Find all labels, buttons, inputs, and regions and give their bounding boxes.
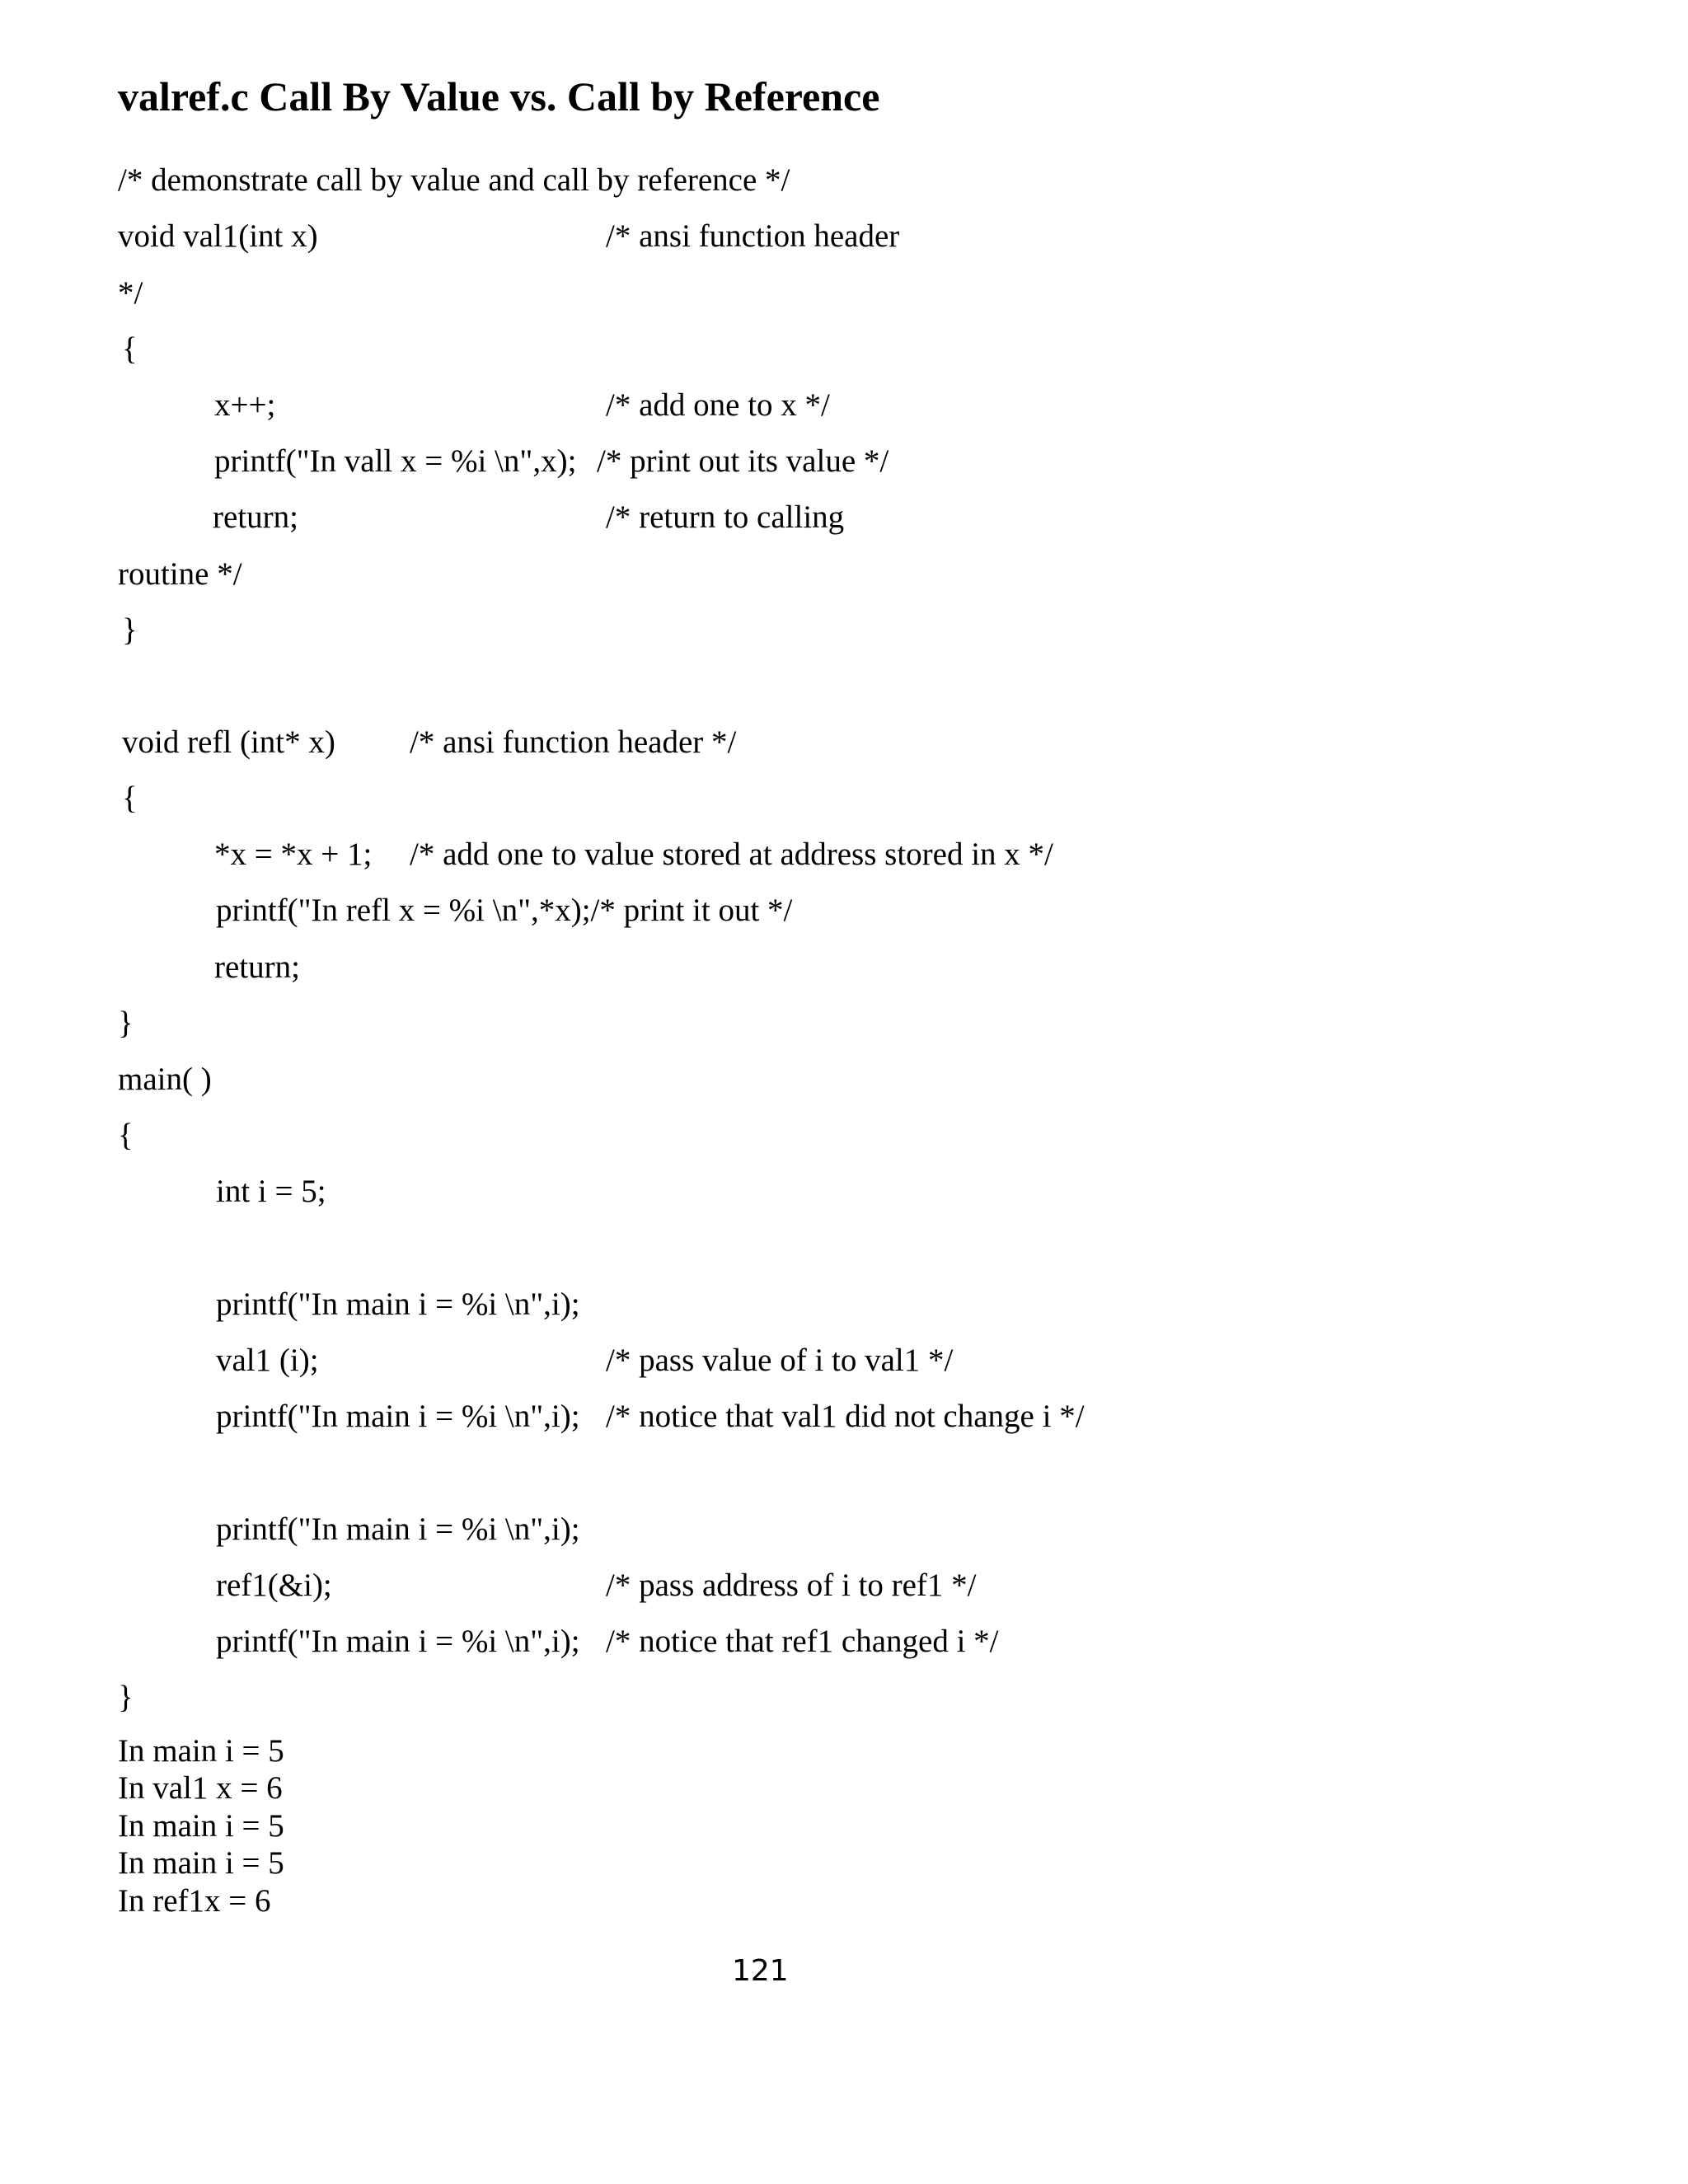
- main-printf-2: printf("In main i = %i \n",i);: [216, 1399, 580, 1434]
- main-decl: int i = 5;: [216, 1174, 326, 1209]
- ref1-return: return;: [214, 949, 300, 985]
- val1-return: return;: [213, 499, 298, 535]
- output-line: In main i = 5: [118, 1733, 284, 1769]
- main-call-ref1: ref1(&i);: [216, 1568, 332, 1603]
- main-printf-2-comment: /* notice that val1 did not change i */: [606, 1399, 1085, 1434]
- output-line: In main i = 5: [118, 1808, 284, 1844]
- val1-header-comment: /* ansi function header: [606, 218, 900, 254]
- val1-printf-comment: /* print out its value */: [597, 443, 889, 479]
- ref1-close-brace: }: [118, 1005, 134, 1041]
- main-printf-4: printf("In main i = %i \n",i);: [216, 1624, 580, 1659]
- page-title: valref.c Call By Value vs. Call by Reference: [118, 73, 880, 120]
- main-open-brace: {: [118, 1118, 134, 1153]
- main-call-val1: val1 (i);: [216, 1343, 319, 1378]
- ref1-open-brace: {: [122, 780, 138, 816]
- ref1-assign: *x = *x + 1;: [214, 837, 373, 872]
- ref1-printf: printf("In refl x = %i \n",*x);/* print it out */: [216, 893, 793, 928]
- val1-return-comment-end: routine */: [118, 556, 242, 592]
- main-header: main( ): [118, 1062, 212, 1097]
- main-printf-4-comment: /* notice that ref1 changed i */: [606, 1624, 999, 1659]
- intro-comment: /* demonstrate call by value and call by reference */: [118, 162, 790, 198]
- main-printf-1: printf("In main i = %i \n",i);: [216, 1286, 580, 1322]
- val1-increment-comment: /* add one to x */: [606, 387, 830, 423]
- val1-printf: printf("In vall x = %i \n",x);: [214, 443, 577, 479]
- page-number: 121: [732, 1954, 789, 1988]
- ref1-header: void refl (int* x): [122, 724, 335, 760]
- ref1-assign-comment: /* add one to value stored at address stored in x */: [410, 837, 1053, 872]
- val1-close-brace: }: [122, 612, 138, 648]
- ref1-header-comment: /* ansi function header */: [410, 724, 737, 760]
- val1-header: void val1(int x): [118, 218, 318, 254]
- val1-increment: x++;: [214, 387, 276, 423]
- main-printf-3: printf("In main i = %i \n",i);: [216, 1511, 580, 1547]
- main-call-ref1-comment: /* pass address of i to ref1 */: [606, 1568, 977, 1603]
- val1-open-brace: {: [122, 331, 138, 367]
- output-line: In main i = 5: [118, 1845, 284, 1881]
- output-line: In val1 x = 6: [118, 1770, 283, 1806]
- main-call-val1-comment: /* pass value of i to val1 */: [606, 1343, 954, 1378]
- val1-return-comment: /* return to calling: [606, 499, 845, 535]
- main-close-brace: }: [118, 1680, 134, 1715]
- output-line: In ref1x = 6: [118, 1883, 271, 1919]
- val1-header-comment-end: */: [118, 275, 143, 311]
